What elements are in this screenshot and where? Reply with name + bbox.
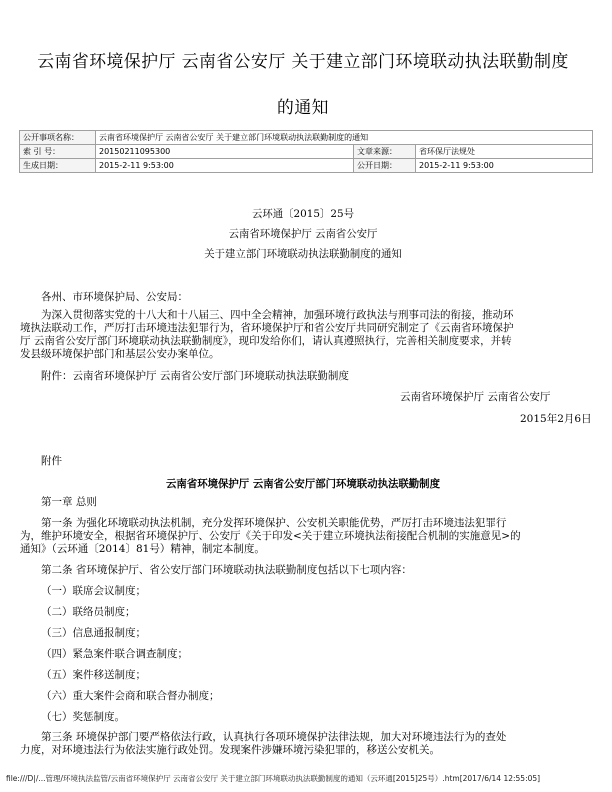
appendix-label: 附件: [41, 455, 62, 467]
sign-date: 2015年2月6日: [520, 413, 592, 425]
body-line: 厅 云南省公安厅部门环境联动执法联勤制度》，现印发给你们，请认真遵照执行，完善相关制度要求，并转: [20, 335, 512, 347]
body-line: 为深入贯彻落实党的十八大和十八届三、四中全会精神，加强环境行政执法与刑事司法的衔接，推动环: [41, 309, 514, 321]
meta-value: 2015-2-11 9:53:00: [416, 159, 593, 173]
page-title-line2: 的通知: [277, 98, 329, 118]
attachment-line: 附件：云南省环境保护厅 云南省公安厅部门环境联动执法联勤制度: [41, 370, 349, 382]
body-line: 通知》（云环通〔2014〕81号）精神，制定本制度。: [20, 543, 265, 555]
body-line: 境执法联动工作，严厉打击环境违法犯罪行为，省环境保护厅和省公安厅共同研究制定了《云南省环境保护: [20, 322, 514, 334]
body-line: 为，维护环境安全，根据省环境保护厅、公安厅《关于印发<关于建立环境执法衔接配合机制的实施意见>的: [20, 530, 521, 542]
meta-label: 文章来源：: [354, 145, 416, 159]
signature: 云南省环境保护厅 云南省公安厅: [400, 391, 551, 403]
meta-value: 云南省环境保护厅 云南省公安厅 关于建立部门环境联动执法联勤制度的通知: [96, 131, 593, 145]
list-item: （七）奖惩制度。: [41, 711, 125, 723]
body-line: 第一条 为强化环境联动执法机制，充分发挥环境保护、公安机关职能优势，严厉打击环境违法犯罪行: [41, 517, 507, 529]
meta-label: 公开日期：: [354, 159, 416, 173]
body-line: 第三条 环境保护部门要严格依法行政，认真执行各项环境保护法律法规，加大对环境违法行为的查处: [41, 731, 507, 743]
page-title-line1: 云南省环境保护厅 云南省公安厅 关于建立部门环境联动执法联勤制度: [37, 52, 569, 72]
file-path-footer: file:///D|/...管理/环境执法监管/云南省环境保护厅 云南省公安厅 关于建立部门环境联动执法联勤制度的通知（云环通[2015]25号）.htm[2017/6/14 12:55:05]: [6, 774, 541, 783]
meta-label: 公开事项名称：: [20, 131, 96, 145]
article-2: 第二条 省环境保护厅、省公安厅部门环境联动执法联勤制度包括以下七项内容：: [41, 564, 412, 576]
meta-label: 索 引 号：: [20, 145, 96, 159]
list-item: （三）信息通报制度；: [41, 627, 146, 639]
list-item: （二）联络员制度；: [41, 606, 136, 618]
meta-value: 2015-2-11 9:53:00: [96, 159, 354, 173]
meta-table: [19, 130, 593, 173]
body-line: 发县级环境保护部门和基层公安办案单位。: [20, 348, 220, 360]
list-item: （五）案件移送制度；: [41, 669, 146, 681]
doc-subtitle: 关于建立部门环境联动执法联勤制度的通知: [204, 248, 402, 260]
list-item: （六）重大案件会商和联合督办制度；: [41, 690, 220, 702]
meta-row-name: [20, 131, 593, 145]
doc-issuers: 云南省环境保护厅 云南省公安厅: [228, 228, 378, 240]
list-item: （四）紧急案件联合调查制度；: [41, 648, 188, 660]
meta-value: 省环保厅法规处: [416, 145, 593, 159]
meta-label: 生成日期：: [20, 159, 96, 173]
meta-value: 20150211095300: [96, 145, 354, 159]
list-item: （一）联席会议制度；: [41, 585, 146, 597]
appendix-title: 云南省环境保护厅 云南省公安厅部门环境联动执法联勤制度: [166, 478, 440, 490]
addressee: 各州、市环境保护局、公安局：: [41, 291, 188, 303]
meta-row-dates: [20, 159, 593, 173]
chapter-heading: 第一章 总则: [41, 496, 97, 508]
doc-number: 云环通〔2015〕25号: [251, 208, 355, 220]
body-line: 力度，对环境违法行为依法实施行政处罚。发现案件涉嫌环境污染犯罪的，移送公安机关。: [20, 744, 440, 756]
meta-row-index: [20, 145, 593, 159]
